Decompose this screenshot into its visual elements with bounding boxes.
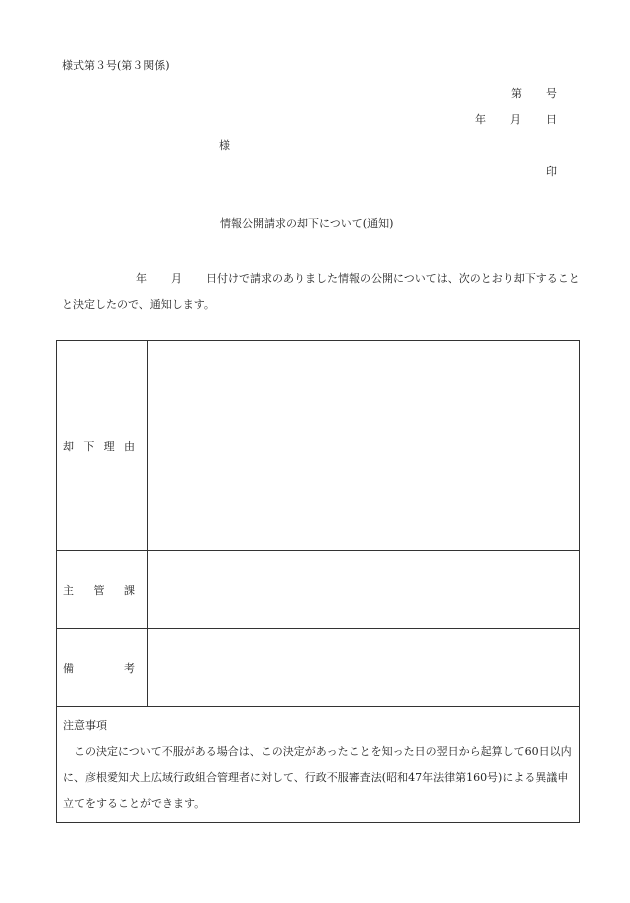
table-row-remarks: [57, 629, 580, 707]
notes-cell: [57, 707, 580, 823]
notes-heading: 注意事項: [63, 719, 107, 732]
remarks-label: 備 考: [57, 629, 148, 707]
date-month-label: 月: [510, 113, 521, 126]
document-title: 情報公開請求の却下について(通知): [220, 217, 394, 230]
reason-value: [148, 341, 580, 551]
date-year-label: 年: [475, 113, 486, 126]
date-day-label: 日: [546, 113, 557, 126]
rejection-table: [56, 340, 580, 823]
department-value: [148, 551, 580, 629]
table-row-reason: [57, 341, 580, 551]
addressee-suffix: 様: [219, 139, 230, 152]
seal-mark: 印: [546, 165, 557, 178]
form-number: 様式第３号(第３関係): [62, 59, 170, 72]
table-row-notes: [57, 707, 580, 823]
reason-label: 却 下 理 由: [57, 341, 148, 551]
document-number-label: 第: [511, 87, 522, 100]
remarks-value: [148, 629, 580, 707]
document-number-suffix: 号: [546, 87, 557, 100]
body-text: 日付けで請求のありました情報の公開については、次のとおり却下することと決定したので、通知します。: [62, 272, 580, 311]
table-row-department: [57, 551, 580, 629]
body-month-label: 月: [171, 272, 182, 285]
body-paragraph: [62, 266, 582, 318]
body-year-label: 年: [136, 272, 147, 285]
notes-text: この決定について不服がある場合は、この決定があったことを知った日の翌日から起算して60日以内に、彦根愛知犬上広域行政組合管理者に対して、行政不服審査法(昭和47年法律第160号)による異議申立てをすることができます。: [63, 745, 572, 810]
department-label: 主 管 課: [57, 551, 148, 629]
